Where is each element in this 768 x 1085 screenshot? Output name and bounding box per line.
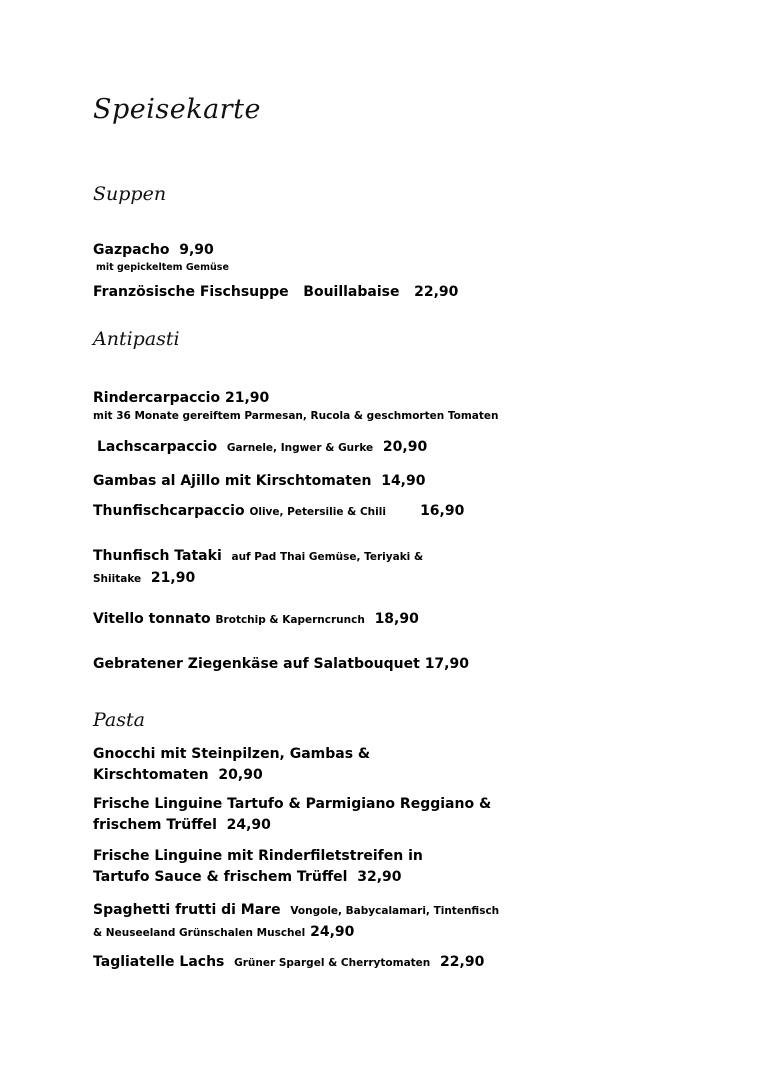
section-heading-suppen: Suppen (93, 183, 167, 205)
item-name: Gambas al Ajillo mit Kirschtomaten (93, 473, 372, 489)
item-price: 22,90 (440, 954, 485, 970)
menu-item-tagliatelle (93, 952, 484, 974)
item-price: 18,90 (374, 611, 419, 627)
item-price: 20,90 (382, 439, 428, 455)
item-description-continued: Shiitake (93, 573, 142, 585)
item-price: 22,90 (414, 284, 459, 300)
item-name: Frische Linguine Tartufo & Parmigiano Reggiano & (93, 796, 492, 812)
menu-item-thunfischcarpaccio (93, 501, 464, 523)
item-name: Gebratener Ziegenkäse auf Salatbouquet (93, 656, 420, 672)
menu-item-vitello-tonnato (93, 609, 419, 631)
menu-item-thunfisch-tataki (93, 546, 423, 590)
section-heading-antipasti: Antipasti (93, 328, 180, 350)
menu-item-gnocchi (93, 744, 370, 786)
item-name: Lachscarpaccio (97, 439, 218, 455)
item-description-continued: & Neuseeland Grünschalen Muschel (93, 927, 306, 939)
item-name: Frische Linguine mit Rinderfiletstreifen in (93, 848, 423, 864)
item-description: Garnele, Ingwer & Gurke (226, 442, 374, 454)
item-name-continued: Tartufo Sauce & frischem Trüffel (93, 869, 348, 885)
item-price: 21,90 (150, 570, 196, 586)
section-heading-pasta: Pasta (93, 709, 145, 731)
item-price: 14,90 (381, 473, 426, 489)
item-description: Grüner Spargel & Cherrytomaten (234, 957, 431, 969)
menu-item-fischsuppe (93, 282, 458, 303)
item-name-continued: Kirschtomaten (93, 767, 209, 783)
item-name: Thunfisch Tataki (93, 548, 222, 564)
menu-item-spaghetti (93, 900, 499, 944)
item-name: Vitello tonnato (93, 611, 211, 627)
item-name: Thunfischcarpaccio (93, 503, 245, 519)
item-description: Olive, Petersilie & Chili (249, 506, 386, 518)
item-name: Gnocchi mit Steinpilzen, Gambas & (93, 746, 371, 762)
item-name: Gazpacho (93, 242, 170, 258)
item-price: 21,90 (224, 390, 270, 406)
item-description: auf Pad Thai Gemüse, Teriyaki & (231, 551, 424, 563)
menu-item-lachscarpaccio (97, 437, 427, 459)
menu-item-linguine-rinderfilet (93, 846, 423, 888)
item-description: mit gepickeltem Gemüse (96, 262, 229, 273)
item-description: Brotchip & Kaperncrunch (215, 614, 365, 626)
item-price: 16,90 (420, 503, 465, 519)
item-name: Tagliatelle Lachs (93, 954, 225, 970)
menu-item-ziegenkaese (93, 654, 469, 675)
item-description: Vongole, Babycalamari, Tintenfisch (290, 905, 500, 917)
item-name: Französische Fischsuppe (93, 284, 289, 300)
menu-item-gazpacho (93, 240, 229, 275)
item-description: mit 36 Monate gereiftem Parmesan, Rucola & geschmorten Tomaten (93, 410, 499, 422)
item-price: 9,90 (179, 242, 214, 258)
item-name-secondary: Bouillabaise (303, 284, 400, 300)
item-name-continued: frischem Trüffel (93, 817, 217, 833)
menu-title: Speisekarte (93, 94, 261, 125)
menu-item-rindercarpaccio (93, 388, 499, 423)
item-name: Rindercarpaccio (93, 390, 221, 406)
item-price: 24,90 (226, 817, 271, 833)
item-price: 24,90 (310, 924, 355, 940)
menu-item-gambas (93, 471, 426, 492)
item-price: 17,90 (424, 656, 469, 672)
menu-item-linguine-tartufo (93, 794, 491, 836)
item-price: 32,90 (357, 869, 402, 885)
item-price: 20,90 (218, 767, 263, 783)
item-name: Spaghetti frutti di Mare (93, 902, 281, 918)
